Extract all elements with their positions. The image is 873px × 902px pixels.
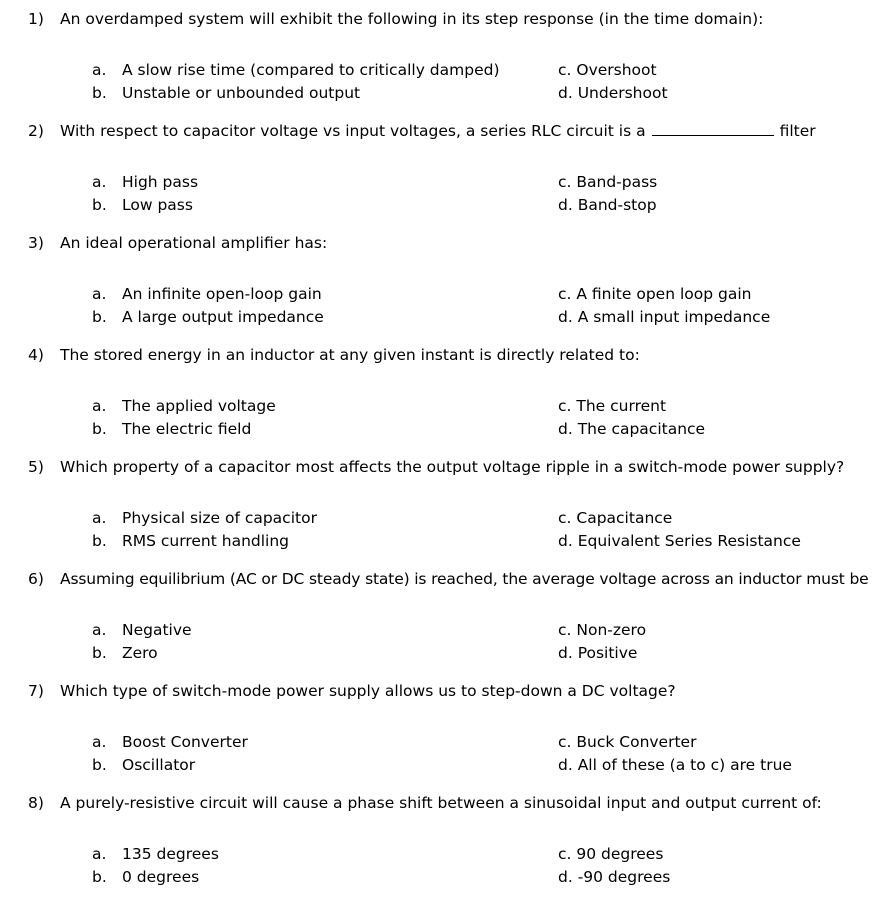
question-text — [60, 120, 816, 142]
option-c: c. Buck Converter — [558, 733, 697, 751]
option-text: An infinite open-loop gain — [122, 285, 322, 303]
option-c: c. Band-pass — [558, 173, 658, 191]
question-number: 4) — [28, 346, 44, 364]
option-d: d. Equivalent Series Resistance — [558, 532, 801, 550]
question-text: Assuming equilibrium (AC or DC steady state) is reached, the average voltage across an inductor must be — [60, 570, 869, 588]
option-letter: b. — [92, 532, 107, 550]
option-text: High pass — [122, 173, 199, 191]
question-text: An overdamped system will exhibit the following in its step response (in the time domain): — [60, 10, 764, 28]
question-number: 6) — [28, 570, 44, 588]
option-text: Oscillator — [122, 756, 196, 774]
option-text: A large output impedance — [122, 308, 324, 326]
question-stem — [28, 792, 865, 814]
option-letter: b. — [92, 756, 107, 774]
question-text-before-blank: With respect to capacitor voltage vs input voltages, a series RLC circuit is a — [60, 122, 646, 140]
option-letter: b. — [92, 420, 107, 438]
option-letter: a. — [92, 285, 107, 303]
question-4 — [0, 344, 873, 454]
question-number: 3) — [28, 234, 44, 252]
option-c: c. 90 degrees — [558, 845, 664, 863]
question-stem — [28, 344, 865, 366]
question-8 — [0, 792, 873, 902]
option-text: Physical size of capacitor — [122, 509, 317, 527]
question-stem — [28, 680, 865, 702]
option-text: A slow rise time (compared to critically damped) — [122, 61, 500, 79]
option-text: Unstable or unbounded output — [122, 84, 361, 102]
option-text: Zero — [122, 644, 158, 662]
question-stem — [28, 568, 869, 590]
option-text: Negative — [122, 621, 192, 639]
question-text: Which property of a capacitor most affects the output voltage ripple in a switch-mode power supply? — [60, 458, 845, 476]
option-text: 0 degrees — [122, 868, 200, 886]
option-letter: b. — [92, 308, 107, 326]
option-d: d. -90 degrees — [558, 868, 671, 886]
option-text: Low pass — [122, 196, 193, 214]
option-letter: b. — [92, 196, 107, 214]
option-letter: a. — [92, 61, 107, 79]
question-text: An ideal operational amplifier has: — [60, 234, 328, 252]
option-letter: a. — [92, 733, 107, 751]
option-letter: a. — [92, 621, 107, 639]
question-stem — [28, 456, 865, 478]
option-text: Boost Converter — [122, 733, 248, 751]
question-number: 8) — [28, 794, 44, 812]
option-letter: a. — [92, 173, 107, 191]
question-number: 1) — [28, 10, 44, 28]
option-text: The applied voltage — [122, 397, 276, 415]
option-text: 135 degrees — [122, 845, 219, 863]
option-c: c. Overshoot — [558, 61, 657, 79]
question-number: 7) — [28, 682, 44, 700]
question-3 — [0, 232, 873, 342]
option-d: d. A small input impedance — [558, 308, 771, 326]
option-c: c. Non-zero — [558, 621, 647, 639]
question-2 — [0, 120, 873, 230]
option-letter: b. — [92, 644, 107, 662]
option-d: d. The capacitance — [558, 420, 706, 438]
question-text-after-blank: filter — [779, 122, 816, 140]
question-5 — [0, 456, 873, 566]
option-d: d. All of these (a to c) are true — [558, 756, 792, 774]
option-text: RMS current handling — [122, 532, 290, 550]
option-d: d. Undershoot — [558, 84, 668, 102]
question-6 — [0, 568, 873, 678]
option-c: c. The current — [558, 397, 667, 415]
question-text: A purely-resistive circuit will cause a phase shift between a sinusoidal input and output current of: — [60, 794, 822, 812]
question-stem — [28, 232, 865, 254]
answer-blank — [652, 121, 774, 136]
question-1 — [0, 8, 873, 118]
option-c: c. Capacitance — [558, 509, 673, 527]
option-letter: b. — [92, 868, 107, 886]
option-letter: a. — [92, 397, 107, 415]
option-letter: b. — [92, 84, 107, 102]
question-7 — [0, 680, 873, 790]
option-letter: a. — [92, 845, 107, 863]
option-d: d. Band-stop — [558, 196, 657, 214]
option-c: c. A finite open loop gain — [558, 285, 752, 303]
question-number: 2) — [28, 122, 44, 140]
option-text: The electric field — [122, 420, 252, 438]
question-text: Which type of switch-mode power supply allows us to step-down a DC voltage? — [60, 682, 676, 700]
option-d: d. Positive — [558, 644, 638, 662]
question-stem — [28, 120, 865, 142]
question-stem — [28, 8, 865, 30]
question-text: The stored energy in an inductor at any given instant is directly related to: — [60, 346, 640, 364]
question-number: 5) — [28, 458, 44, 476]
option-letter: a. — [92, 509, 107, 527]
